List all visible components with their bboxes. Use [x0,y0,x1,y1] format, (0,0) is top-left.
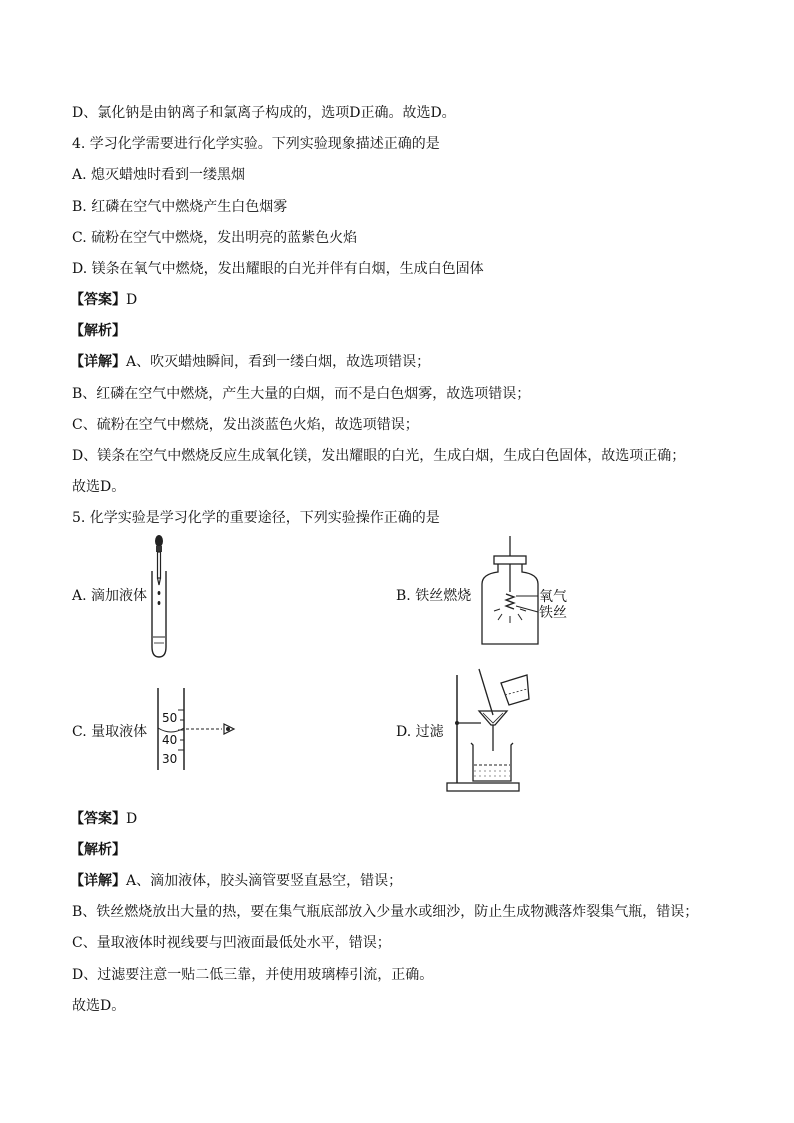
q5-option-b-label: B. 铁丝燃烧 [396,588,472,604]
q5-option-c-label: C. 量取液体 [72,724,148,740]
q5-option-a-label: A. 滴加液体 [72,588,148,604]
tick-label-40: 40 [162,733,178,747]
q4-detail-a: A、吹灭蜡烛瞬间，看到一缕白烟，故选项错误； [126,354,431,370]
q4-conclusion: 故选D。 [72,479,126,495]
q5-answer-tag: 【答案】 [70,811,126,827]
iron-wire-combustion-figure [470,536,580,648]
q5-detail-c: C、量取液体时视线要与凹液面最低处水平，错误； [72,935,391,951]
q4-answer-line [70,291,137,309]
q5-conclusion: 故选D。 [72,998,126,1014]
q4-answer-value: D [126,292,138,308]
q4-option-b: B. 红磷在空气中燃烧产生白色烟雾 [72,199,288,215]
q4-detail-tag: 【详解】 [70,354,126,370]
q5-stem: 5. 化学实验是学习化学的重要途径，下列实验操作正确的是 [72,510,440,526]
q4-answer-tag: 【答案】 [70,292,126,308]
filtration-setup-figure [445,665,535,795]
q5-detail-d: D、过滤要注意一贴二低三靠，并使用玻璃棒引流，正确。 [72,967,434,983]
q5-analysis-line [70,841,126,859]
q5-option-d-label: D. 过滤 [396,724,444,740]
label-iron-wire: 铁丝 [539,605,567,621]
q4-option-a: A. 熄灭蜡烛时看到一缕黑烟 [72,167,246,183]
q5-detail-b: B、铁丝燃烧放出大量的热，要在集气瓶底部放入少量水或细沙，防止生成物溅落炸裂集气瓶，错误； [72,904,699,920]
q4-detail-line-a [70,353,430,371]
q5-analysis-tag: 【解析】 [70,842,126,858]
q5-detail-line-a [70,872,402,890]
label-oxygen: 氧气 [539,589,567,605]
q4-option-c: C. 硫粉在空气中燃烧，发出明亮的蓝紫色火焰 [72,230,358,246]
q3-option-d-explanation: D、氯化钠是由钠离子和氯离子构成的，选项D正确。故选D。 [72,105,456,121]
q5-detail-tag: 【详解】 [70,873,126,889]
dropper-test-tube-figure [145,533,175,659]
graduated-cylinder-figure [150,686,242,772]
tick-label-50: 50 [162,711,178,725]
q4-stem: 4. 学习化学需要进行化学实验。下列实验现象描述正确的是 [72,136,440,152]
tick-label-30: 30 [162,752,178,766]
q4-detail-b: B、红磷在空气中燃烧，产生大量的白烟，而不是白色烟雾，故选项错误； [72,386,531,402]
q5-answer-value: D [126,811,138,827]
q4-analysis-line [70,322,126,340]
q5-answer-line [70,810,137,828]
q4-detail-d: D、镁条在空气中燃烧反应生成氧化镁，发出耀眼的白光，生成白烟，生成白色固体，故选项正确； [72,448,686,464]
q5-detail-a: A、滴加液体，胶头滴管要竖直悬空，错误； [126,873,403,889]
q4-option-d: D. 镁条在氧气中燃烧，发出耀眼的白光并伴有白烟，生成白色固体 [72,261,484,277]
q4-detail-c: C、硫粉在空气中燃烧，发出淡蓝色火焰，故选项错误； [72,417,419,433]
q4-analysis-tag: 【解析】 [70,323,126,339]
